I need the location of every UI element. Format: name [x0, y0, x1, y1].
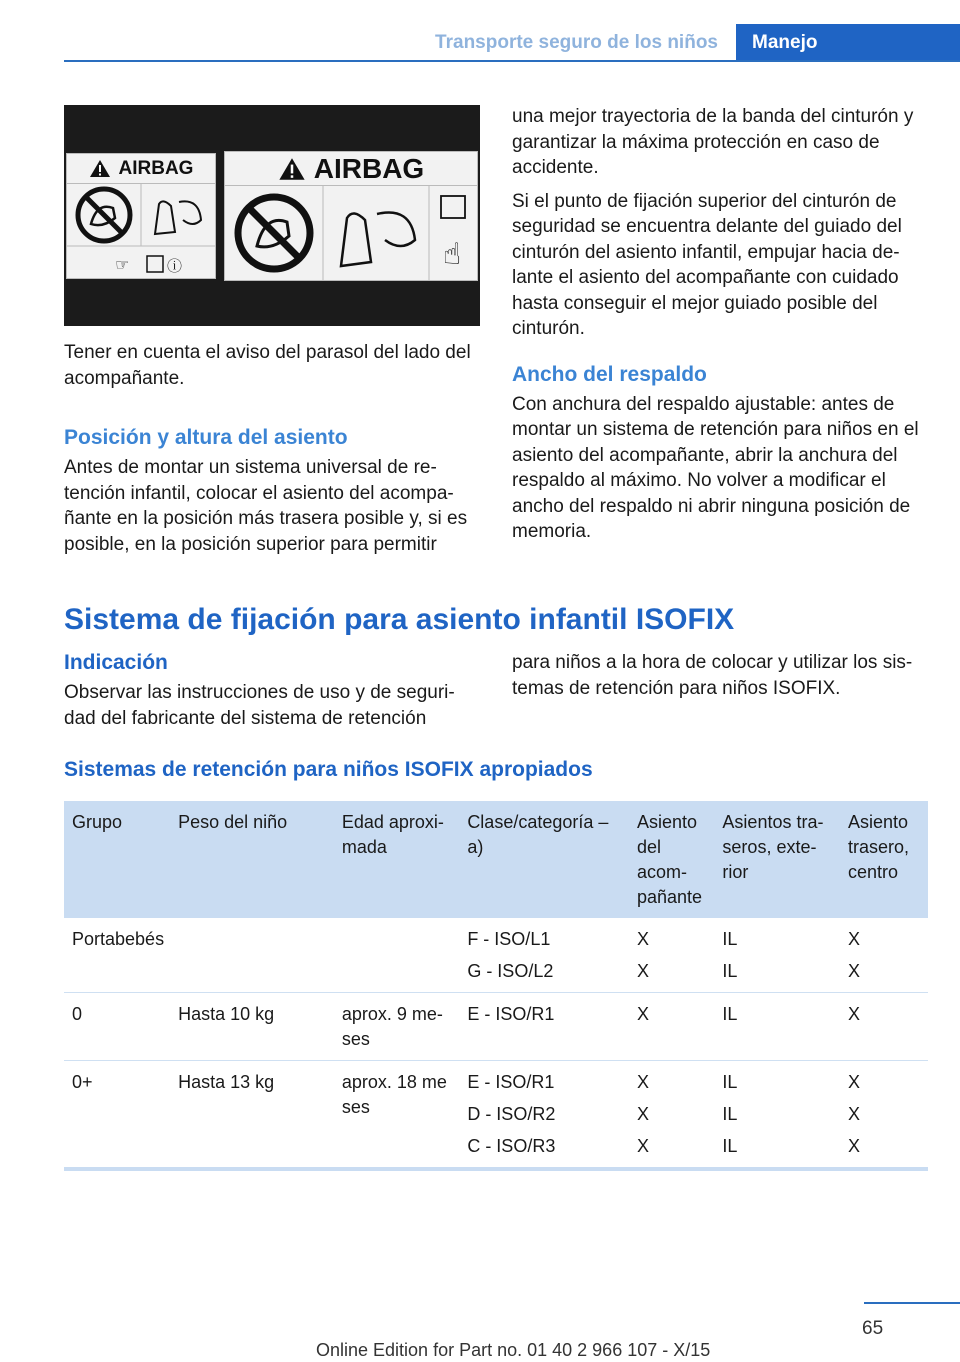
hand-pointer-icon: ☞ [115, 255, 130, 274]
right-paragraph-1: una mejor trayectoria de la banda del cinturón y garantizar la máxima protección en caso de accidente. [512, 106, 914, 178]
table-cell-line: X [848, 1072, 861, 1092]
table-cell-line: X [636, 1072, 649, 1092]
table-cell-line: IL [722, 1136, 738, 1156]
table-cell-peso [170, 918, 334, 993]
left-column [64, 340, 480, 557]
table-cell-line: IL [722, 961, 738, 981]
table-header-cell: Asientos tra-seros, exte-rior [714, 801, 840, 918]
table-header-cell: Asiento del acom-pañante [629, 801, 714, 918]
table-cell-line: IL [722, 929, 738, 949]
airbag-warning-figure [64, 105, 480, 326]
right-column [512, 104, 928, 545]
table-cell-peso: Hasta 13 kg [170, 1061, 334, 1170]
table-cell-exterior [714, 993, 840, 1061]
table-cell-line: D - ISO/R2 [467, 1104, 556, 1124]
header-section-title: Transporte seguro de los niños [435, 32, 718, 53]
table-cell-edad [334, 918, 459, 993]
table-cell-line: X [636, 1004, 649, 1024]
table-cell-line: G - ISO/L2 [467, 961, 554, 981]
edition-note: Online Edition for Part no. 01 40 2 966 107 - X/15 [316, 1340, 711, 1360]
table-cell-acompanante [629, 918, 714, 993]
table-cell-edad: aprox. 9 me-ses [334, 993, 459, 1061]
table-cell-line: E - ISO/R1 [467, 1004, 555, 1024]
table-cell-line: X [848, 929, 861, 949]
table-cell-line: F - ISO/L1 [467, 929, 551, 949]
airbag-label-small-header [67, 154, 215, 184]
backrest-width-heading: Ancho del respaldo [512, 362, 707, 386]
table-cell-centro [840, 993, 928, 1061]
table-cell-acompanante [629, 1061, 714, 1170]
table-header-cell: Asiento trasero, centro [840, 801, 928, 918]
indication-heading: Indicación [64, 651, 168, 674]
airbag-deploy-icon [341, 212, 415, 266]
header-chapter-tab: Manejo [736, 24, 960, 62]
table-cell-centro [840, 918, 928, 993]
manual-book-icon [441, 196, 465, 218]
table-cell-line: X [848, 1136, 861, 1156]
info-icon: ⓘ [167, 257, 183, 275]
seat-position-text: Antes de montar un sistema universal de re-tención infantil, colocar el asiento del acompa-ñante en la posición más trasera posible y, si es posible, en la posición superior para permitir [64, 457, 468, 555]
no-rear-facing-seat-icon [238, 197, 310, 269]
table-header-cell: Edad aproxi-mada [334, 801, 459, 918]
table-cell-clase [459, 1061, 629, 1170]
warning-triangle-icon [278, 157, 306, 181]
backrest-width-text: Con anchura del respaldo ajustable: antes de montar un sistema de retención para niños en el asiento del acompañante, abrir la anchura del respaldo al máximo. No volver a modificar el ancho del respaldo ni abrir ninguna posición de memoria. [512, 393, 919, 542]
table-cell-centro [840, 1061, 928, 1170]
table-cell-line: X [848, 1004, 861, 1024]
table-cell-edad: aprox. 18 me ses [334, 1061, 459, 1170]
table-cell-grupo: 0+ [64, 1061, 170, 1170]
table-cell-line: E - ISO/R1 [467, 1072, 555, 1092]
header-rule [64, 60, 960, 62]
table-cell-line: X [848, 1104, 861, 1124]
table-header-row [64, 801, 928, 918]
table-header-cell: Peso del niño [170, 801, 334, 918]
page-number: 65 [862, 1318, 884, 1339]
hand-pointer-icon: ☝ [443, 237, 462, 272]
seat-position-heading: Posición y altura del asiento [64, 426, 348, 449]
manual-book-icon [147, 256, 163, 272]
table-cell-line: IL [722, 1104, 738, 1124]
table-cell-clase [459, 918, 629, 993]
table-cell-exterior [714, 1061, 840, 1170]
page-header [0, 24, 960, 62]
table-cell-clase [459, 993, 629, 1061]
airbag-deploy-icon [155, 201, 201, 234]
table-cell-line: X [636, 961, 649, 981]
table-cell-line: X [636, 1136, 649, 1156]
airbag-label-large-pictograms [225, 186, 477, 280]
warning-triangle-icon [89, 159, 111, 178]
isofix-table [64, 801, 928, 1171]
airbag-label-small [66, 153, 216, 279]
table-cell-line: IL [722, 1072, 738, 1092]
table-cell-exterior [714, 918, 840, 993]
table-cell-acompanante [629, 993, 714, 1061]
airbag-label-small-pictograms [67, 184, 215, 278]
table-row [64, 918, 928, 993]
indication-text-left: Observar las instrucciones de uso y de seguri-dad del fabricante del sistema de retención [64, 682, 455, 729]
airbag-label-large-header [225, 152, 477, 186]
table-cell-grupo: 0 [64, 993, 170, 1061]
isofix-table-title: Sistemas de retención para niños ISOFIX apropiados [64, 758, 593, 781]
table-cell-grupo: Portabebés [64, 918, 170, 993]
airbag-label-large [224, 151, 478, 281]
airbag-label-word: AIRBAG [313, 152, 425, 184]
table-header-cell: Clase/categoría – a) [459, 801, 629, 918]
isofix-section-title: Sistema de fijación para asiento infantil ISOFIX [64, 603, 735, 636]
no-rear-facing-seat-icon [78, 189, 130, 241]
table-cell-peso: Hasta 10 kg [170, 993, 334, 1061]
indication-right [512, 650, 928, 701]
right-paragraph-2: Si el punto de fijación superior del cinturón de seguridad se encuentra delante del guiado del cinturón del asiento infantil, empujar hacia de-lante el asiento del acompañante con cuidado hasta conseguir el mejor guiado posible del cinturón. [512, 190, 902, 339]
figure-caption: Tener en cuenta el aviso del parasol del lado del acompañante. [64, 342, 471, 389]
footer-rule [864, 1302, 960, 1304]
table-cell-line: X [848, 961, 861, 981]
table-cell-line: C - ISO/R3 [467, 1136, 556, 1156]
table-header-cell: Grupo [64, 801, 170, 918]
indication-left [64, 650, 480, 731]
table-row [64, 1061, 928, 1170]
table-cell-line: X [636, 1104, 649, 1124]
table-cell-line: IL [722, 1004, 738, 1024]
table-row [64, 993, 928, 1061]
indication-text-right: para niños a la hora de colocar y utilizar los sis-temas de retención para niños ISOFIX. [512, 652, 913, 699]
table-cell-line: X [636, 929, 649, 949]
airbag-label-word: AIRBAG [118, 157, 194, 179]
